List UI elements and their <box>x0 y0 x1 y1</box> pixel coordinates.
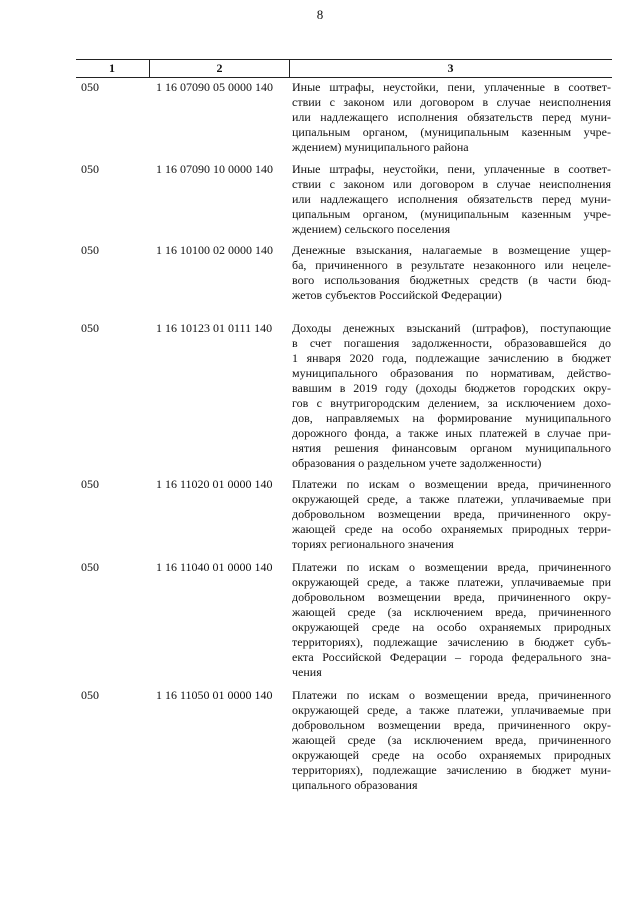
description-line: дорожного фонда, а также иных платежей в случае при- <box>292 426 611 440</box>
description-line: добровольном возмещении вреда, причиненного окру- <box>292 590 611 604</box>
description-line: вавшим в 2019 году (доходы бюджетов городских окру- <box>292 381 611 395</box>
description-line: ждением) муниципального района <box>292 140 469 154</box>
revenue-code-cell: 1 16 10100 02 0000 140 <box>156 243 273 257</box>
description-line: Иные штрафы, неустойки, пени, уплаченные в соответ- <box>292 80 611 94</box>
description-cell <box>292 560 611 680</box>
description-line: окружающей среде на особо охраняемых природных <box>292 748 611 762</box>
description-line: жающей среде на особо охраняемых природных терри- <box>292 522 611 536</box>
description-cell <box>292 243 611 303</box>
column-header-3: 3 <box>447 61 454 75</box>
revenue-code-cell: 1 16 11050 01 0000 140 <box>156 688 273 702</box>
description-line: в счет погашения задолженности, образовавшейся до <box>292 336 611 350</box>
description-cell <box>292 477 611 552</box>
table-header <box>76 59 612 78</box>
description-line: окружающей среде, а также платежи, уплачиваемые при <box>292 703 611 717</box>
description-line: Иные штрафы, неустойки, пени, уплаченные в соответ- <box>292 162 611 176</box>
description-line: добровольном возмещении вреда, причиненного окру- <box>292 507 611 521</box>
admin-code-cell: 050 <box>81 688 99 702</box>
description-line: вого использования бюджетных средств (в части бюд- <box>292 273 611 287</box>
description-line: муниципального образования по нормативам, действо- <box>292 366 611 380</box>
description-line: Платежи по искам о возмещении вреда, причиненного <box>292 477 611 491</box>
description-line: жающей среде (за исключением вреда, причиненного <box>292 733 611 747</box>
description-line: жетов субъектов Российской Федерации) <box>292 288 502 302</box>
description-cell <box>292 162 611 237</box>
revenue-code-cell: 1 16 11020 01 0000 140 <box>156 477 273 491</box>
admin-code-cell: 050 <box>81 243 99 257</box>
description-cell <box>292 688 611 793</box>
description-line: дов, направляемых на формирование муниципального <box>292 411 611 425</box>
revenue-code-cell: 1 16 07090 10 0000 140 <box>156 162 273 176</box>
admin-code-cell: 050 <box>81 560 99 574</box>
revenue-code-cell: 1 16 07090 05 0000 140 <box>156 80 273 94</box>
description-line: Платежи по искам о возмещении вреда, причиненного <box>292 688 611 702</box>
description-line: ждением) сельского поселения <box>292 222 451 236</box>
description-line: территориях), подлежащие зачислению в бюджет муни- <box>292 763 611 777</box>
description-line: Платежи по искам о возмещении вреда, причиненного <box>292 560 611 574</box>
description-line: окружающей среде, а также платежи, уплачиваемые при <box>292 492 611 506</box>
description-line: или надлежащего исполнения обязательств перед муни- <box>292 192 611 206</box>
column-header-2: 2 <box>149 60 290 77</box>
revenue-code-cell: 1 16 10123 01 0111 140 <box>156 321 273 335</box>
description-line: окружающей среде на особо охраняемых природных <box>292 620 611 634</box>
description-line: ципальным органом, (муниципальным казенным учре- <box>292 125 611 139</box>
description-line: территориях), подлежащие зачислению в бюджет субъ- <box>292 635 611 649</box>
description-cell <box>292 321 611 471</box>
description-line: екта Российской Федерации – города федерального зна- <box>292 650 611 664</box>
description-line: Доходы денежных взысканий (штрафов), поступающие <box>292 321 611 335</box>
revenue-code-cell: 1 16 11040 01 0000 140 <box>156 560 273 574</box>
description-line: ствии с законом или договором в случае неисполнения <box>292 95 611 109</box>
description-line: чения <box>292 665 322 679</box>
description-line: ствии с законом или договором в случае неисполнения <box>292 177 611 191</box>
column-header-1: 1 <box>109 61 115 75</box>
description-line: добровольном возмещении вреда, причиненного окру- <box>292 718 611 732</box>
description-line: ба, причиненного в результате незаконного или нецеле- <box>292 258 611 272</box>
description-line: окружающей среде, а также платежи, уплачиваемые при <box>292 575 611 589</box>
description-line: жающей среде (за исключением вреда, причиненного <box>292 605 611 619</box>
description-line: ципальным органом, (муниципальным казенным учре- <box>292 207 611 221</box>
description-line: нятия решения финансовым органом муниципального <box>292 441 611 455</box>
admin-code-cell: 050 <box>81 162 99 176</box>
page-number: 8 <box>316 7 324 22</box>
admin-code-cell: 050 <box>81 477 99 491</box>
description-cell <box>292 80 611 155</box>
description-line: гов с внутригородским делением, за исключением дохо- <box>292 396 611 410</box>
description-line: образования о раздельном учете задолженности) <box>292 456 542 470</box>
description-line: ториях регионального значения <box>292 537 454 551</box>
description-line: или надлежащего исполнения обязательств перед муни- <box>292 110 611 124</box>
description-line: Денежные взыскания, налагаемые в возмещение ущер- <box>292 243 611 257</box>
admin-code-cell: 050 <box>81 321 99 335</box>
admin-code-cell: 050 <box>81 80 99 94</box>
description-line: 1 января 2020 года, подлежащие зачислению в бюджет <box>292 351 611 365</box>
description-line: ципального образования <box>292 778 418 792</box>
